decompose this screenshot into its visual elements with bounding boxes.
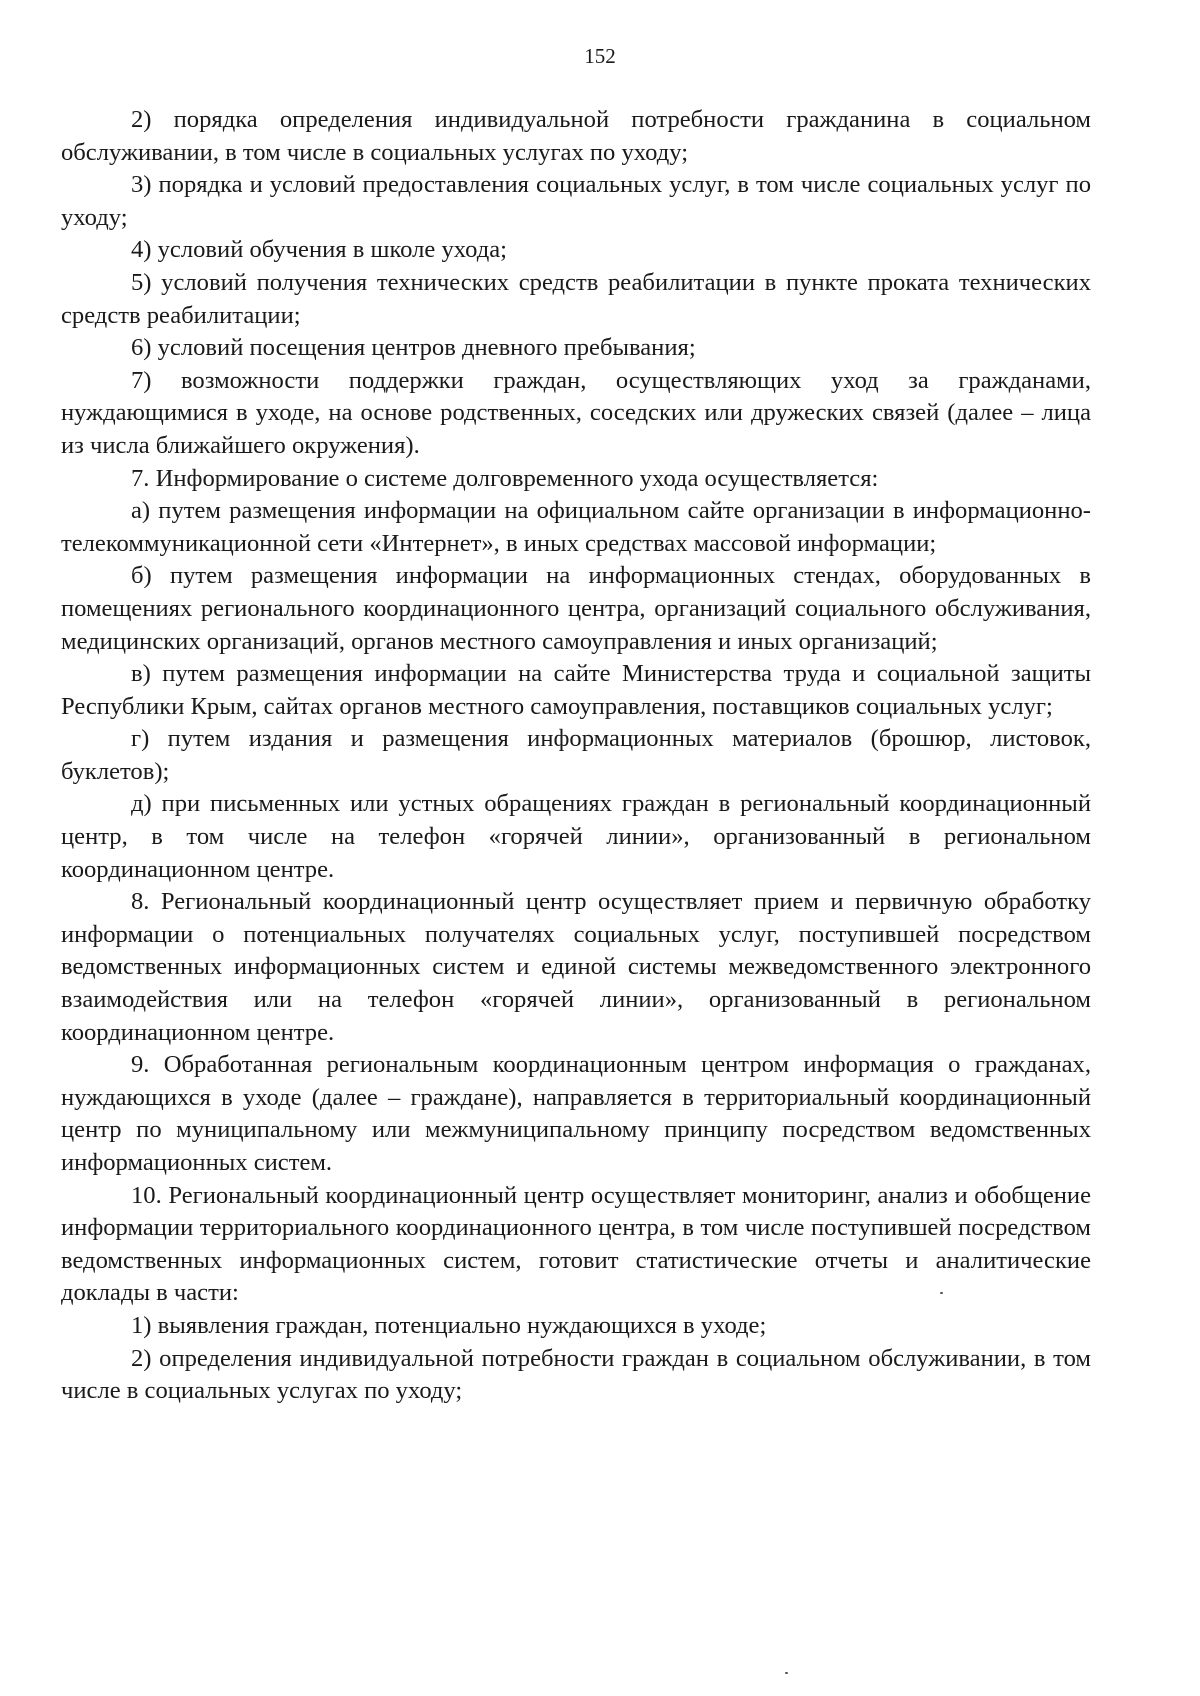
list-item-procedure-needs-assessment: 2) порядка определения индивидуальной потребности гражданина в социальном обслуживании, в том числе в социальных услугах по уходу; (61, 106, 1091, 166)
list-item-day-centers: 6) условий посещения центров дневного пребывания; (131, 334, 696, 362)
list-item-needs-determination: 2) определения индивидуальной потребности граждан в социальном обслуживании, в том числе в социальных услугах по уходу; (61, 1344, 1091, 1405)
list-item-website: а) путем размещения информации на официальном сайте организации в информационно-телекоммуникационной сети «Интернет», в иных средствах массовой информации; (61, 497, 1091, 557)
page-number: 152 (584, 44, 616, 68)
section-9-paragraph: 9. Обработанная региональным координационным центром информация о гражданах, нуждающихся в уходе (далее – граждане), направляется в территориальный координационный центр по муниципальному или межмуниципальному принципу посредством ведомственных информационных систем. (61, 1051, 1091, 1176)
section-7-heading: 7. Информирование о системе долговременного ухода осуществляется: (131, 464, 879, 492)
list-item-identification: 1) выявления граждан, потенциально нуждающихся в уходе; (131, 1311, 767, 1339)
section-10-paragraph: 10. Региональный координационный центр осуществляет мониторинг, анализ и обобщение информации территориального координационного центра, в том числе поступившей посредством ведомственных информационных систем, готовит статистические отчеты и аналитические доклады в части: (61, 1181, 1091, 1307)
scan-artifact-dot (785, 1672, 788, 1674)
section-8-paragraph: 8. Региональный координационный центр осуществляет прием и первичную обработку информации о потенциальных получателях социальных услуг, поступившей посредством ведомственных информационных систем и единой системы межведомственного электронного взаимодействия или на телефон «горячей линии», организованный в региональном координационном центре. (61, 888, 1091, 1046)
list-item-close-circle-support: 7) возможности поддержки граждан, осуществляющих уход за гражданами, нуждающимися в уходе, на основе родственных, соседских или дружеских связей (далее – лица из числа ближайшего окружения). (61, 366, 1091, 459)
scan-artifact-dot (940, 1292, 943, 1294)
list-item-ministry-site: в) путем размещения информации на сайте Министерства труда и социальной защиты Республики Крым, сайтах органов местного самоуправления, поставщиков социальных услуг; (61, 660, 1091, 720)
list-item-printed-materials: г) путем издания и размещения информационных материалов (брошюр, листовок, буклетов); (61, 725, 1091, 785)
list-item-hotline: д) при письменных или устных обращениях граждан в региональный координационный центр, в том числе на телефон «горячей линии», организованный в региональном координационном центре. (61, 790, 1091, 883)
list-item-info-stands: б) путем размещения информации на информационных стендах, оборудованных в помещениях регионального координационного центра, организаций социального обслуживания, медицинских организаций, органов местного самоуправления и иных организаций; (61, 562, 1091, 655)
list-item-rehab-equipment: 5) условий получения технических средств реабилитации в пункте проката технических средств реабилитации; (61, 268, 1091, 329)
list-item-care-school: 4) условий обучения в школе ухода; (131, 236, 507, 264)
document-body (61, 104, 1091, 1408)
list-item-procedure-services: 3) порядка и условий предоставления социальных услуг, в том числе социальных услуг по уходу; (61, 171, 1091, 231)
